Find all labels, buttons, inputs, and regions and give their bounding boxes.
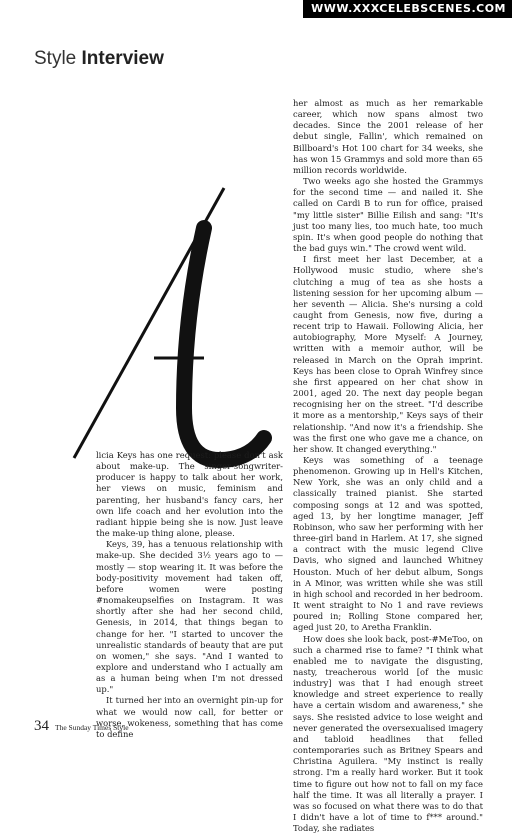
page-number: 34 (34, 718, 49, 734)
svg-text:A: A (54, 168, 55, 169)
publication-name: The Sunday Times Style (55, 723, 129, 732)
section-label: Style (34, 48, 76, 69)
watermark: WWW.XXXCELEBSCENES.COM (303, 0, 512, 18)
paragraph: Two weeks ago she hosted the Grammys for the second time — and nailed it. She called on Cardi B to run for office, praised "my little sister" Billie Eilish and sang: "It's just too many lies, too much hate, too much spin. It's when good people do nothing that the bad guys win." The crowd went wild. (293, 176, 483, 254)
drop-cap-letter (54, 168, 282, 468)
paragraph: How does she look back, post-#MeToo, on such a charmed rise to fame? "I think what enabled me to navigate the disgusting, nasty, treacherous world [of the music industry] was that I had enough street knowledge and street experience to really have a certain wisdom and awareness," she says. She resisted advice to lose weight and never generated the oversexualised imagery and tabloid headlines that felled contemporaries such as Britney Spears and Christina Aguilera. "My instinct is really strong. I'm a really hard worker. But it took time to figure out how not to fall on my face half the time. It was all literally a prayer. I was so focused on what there was to do that I didn't have a lot of time to f*** around." Today, she radiates (293, 634, 483, 834)
paragraph: It turned her into an overnight pin-up for what we would now call, for better or worse, wokeness, something that has come to define (96, 695, 283, 740)
paragraph: her almost as much as her remarkable career, which now spans almost two decades. Since the 2001 release of her debut single, Fallin', which remained on Billboard's Hot 100 chart for 34 weeks, she has won 15 Grammys and sold more than 65 million records worldwide. (293, 98, 483, 176)
paragraph: Keys was something of a teenage phenomenon. Growing up in Hell's Kitchen, New York, she was an only child and a classically trained pianist. She started composing songs at 12 and was spotted, aged 13, by her longtime manager, Jeff Robinson, who saw her performing with her three-girl band in Harlem. At 17, she signed a contract with the music legend Clive Davis, who signed and launched Whitney Houston. Much of her debut album, Songs in A Minor, was written while she was still in high school and recorded in her bedroom. It went straight to No 1 and rave reviews poured in; Rolling Stone compared her, aged just 20, to Aretha Franklin. (293, 455, 483, 634)
paragraph: I first meet her last December, at a Hollywood music studio, where she's clutching a mug of tea as she hosts a listening session for her upcoming album — her seventh — Alicia. She's nursing a cold caught from Genesis, now five, during a recent trip to Hawaii. Following Alicia, her autobiography, More Myself: A Journey, written with a memoir author, will be released in March on the Oprah imprint. Keys has been close to Oprah Winfrey since she first appeared on her chat show in 2001, aged 20. The next day people began recognising her on the street. "I'd describe it more as a mentorship," Keys says of their relationship. "And now it's a friendship. She was the first one who gave me a chance, on her show. It changed everything." (293, 254, 483, 455)
page-footer (34, 717, 129, 735)
paragraph: Keys, 39, has a tenuous relationship with make-up. She decided 3½ years ago to — mostly — stop wearing it. It was before the body-positivity movement had taken off, before women were posting #nomakeupselfies on Instagram. It was shortly after she had her second child, Genesis, in 2014, that things began to change for her. "I started to uncover the unrealistic standards of beauty that are put on women," she says. "And I wanted to explore and understand who I actually am as a human being when I'm not dressed up." (96, 539, 283, 695)
article-column-right (293, 98, 483, 834)
article-column-left (96, 450, 283, 740)
page-title: Interview (82, 48, 164, 69)
section-header (34, 48, 164, 70)
paragraph: licia Keys has one request: please don't ask about make-up. The singer-songwriter-producer is happy to talk about her work, her views on music, feminism and parenting, her husband's fancy cars, her own life coach and her evolution into the radiant hippie being she is now. Just leave the make-up thing alone, please. (96, 450, 283, 539)
